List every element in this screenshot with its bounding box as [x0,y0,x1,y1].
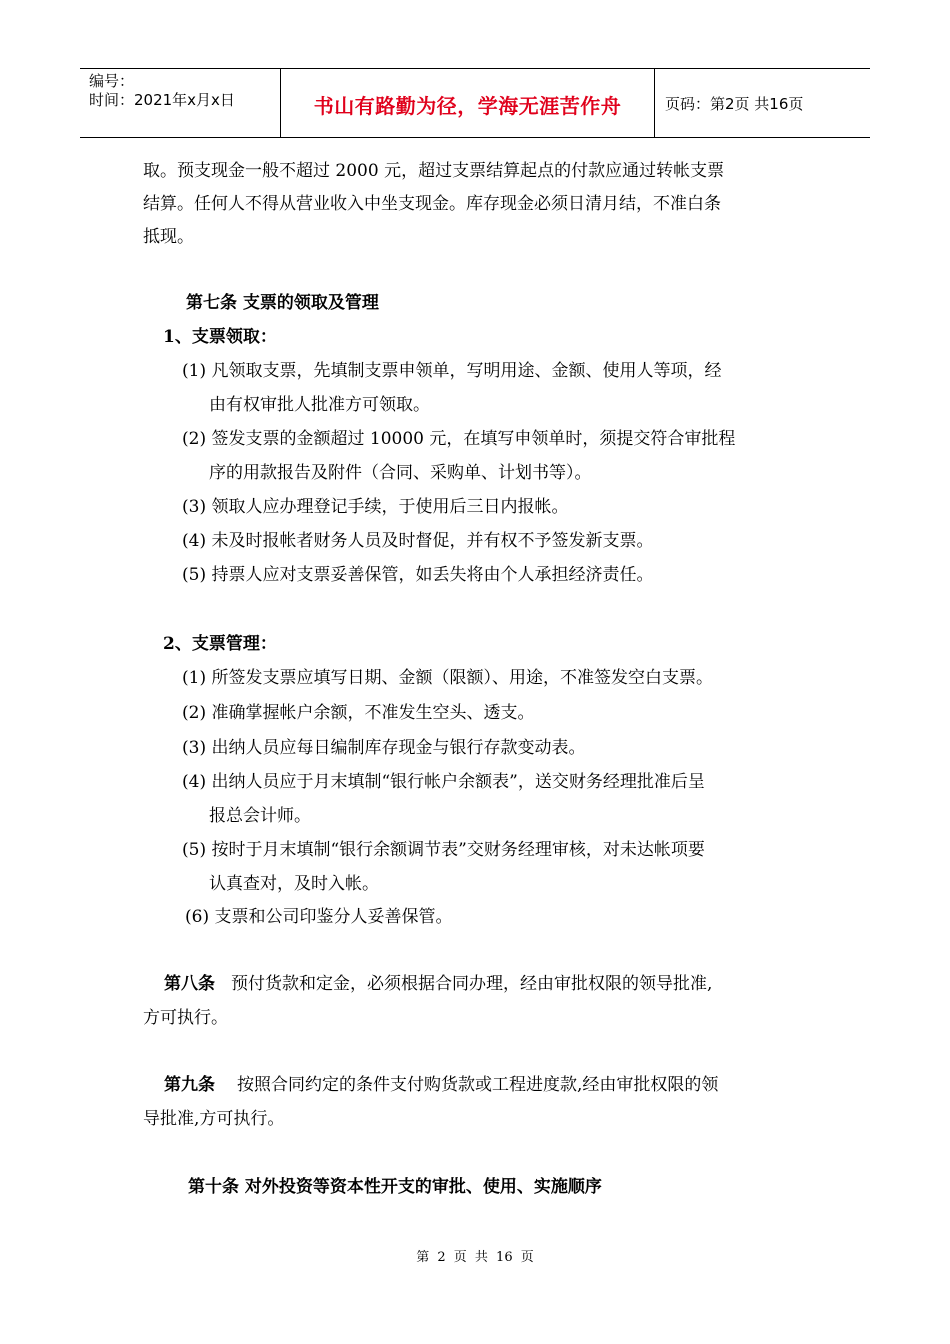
article-8-label: 第八条 [164,974,215,994]
section-1-heading: 1、支票领取： [163,327,277,347]
list-item: (2) 准确掌握帐户余额，不准发生空头、透支。 [182,703,535,723]
document-number-label: 编号： [89,72,135,90]
list-item: (4) 出纳人员应于月末填制“银行帐户余额表”，送交财务经理批准后呈 [182,772,705,792]
list-item-continuation: 报总会计师。 [209,806,311,826]
list-item: (3) 领取人应办理登记手续，于使用后三日内报帐。 [182,497,569,517]
article-7-heading: 第七条 支票的领取及管理 [186,293,379,313]
body-line: 导批准,方可执行。 [143,1109,285,1129]
article-8-text: 预付货款和定金，必须根据合同办理，经由审批权限的领导批准, [231,974,713,994]
list-item: (1) 所签发支票应填写日期、金额（限额）、用途，不准签发空白支票。 [182,668,713,688]
body-line: 结算。任何人不得从营业收入中坐支现金。库存现金必须日清月结，不准白条 [143,194,721,214]
header-page-info: 页码：第2页 共16页 [665,94,804,113]
article-8-line [164,972,712,996]
list-item: (3) 出纳人员应每日编制库存现金与银行存款变动表。 [182,738,586,758]
list-item: (5) 持票人应对支票妥善保管，如丢失将由个人承担经济责任。 [182,565,654,585]
header-meta [80,69,281,137]
body-line: 抵现。 [143,227,194,247]
header-motto: 书山有路勤为径，学海无涯苦作舟 [281,69,655,137]
list-item: (4) 未及时报帐者财务人员及时督促，并有权不予签发新支票。 [182,531,654,551]
document-date-label: 时间：2021年x月x日 [89,91,235,109]
body-line: 取。预支现金一般不超过 2000 元，超过支票结算起点的付款应通过转帐支票 [143,161,725,181]
article-9-label: 第九条 [164,1075,215,1095]
list-item: (1) 凡领取支票，先填制支票申领单，写明用途、金额、使用人等项，经 [182,361,722,381]
list-item-continuation: 由有权审批人批准方可领取。 [209,395,430,415]
article-9-line [164,1073,718,1097]
page-footer: 第 2 页 共 16 页 [416,1250,534,1265]
page-header [80,68,870,138]
article-9-text: 按照合同约定的条件支付购货款或工程进度款,经由审批权限的领 [237,1075,719,1095]
list-item-continuation: 认真查对，及时入帐。 [209,874,379,894]
article-10-heading: 第十条 对外投资等资本性开支的审批、使用、实施顺序 [188,1177,602,1197]
list-item: (5) 按时于月末填制“银行余额调节表”交财务经理审核，对未达帐项要 [182,840,705,860]
list-item-continuation: 序的用款报告及附件（合同、采购单、计划书等）。 [209,463,592,483]
section-2-heading: 2、支票管理： [163,634,277,654]
list-item: (2) 签发支票的金额超过 10000 元，在填写申领单时，须提交符合审批程 [182,429,736,449]
body-line: 方可执行。 [143,1008,228,1028]
list-item: (6) 支票和公司印鉴分人妥善保管。 [185,907,453,927]
